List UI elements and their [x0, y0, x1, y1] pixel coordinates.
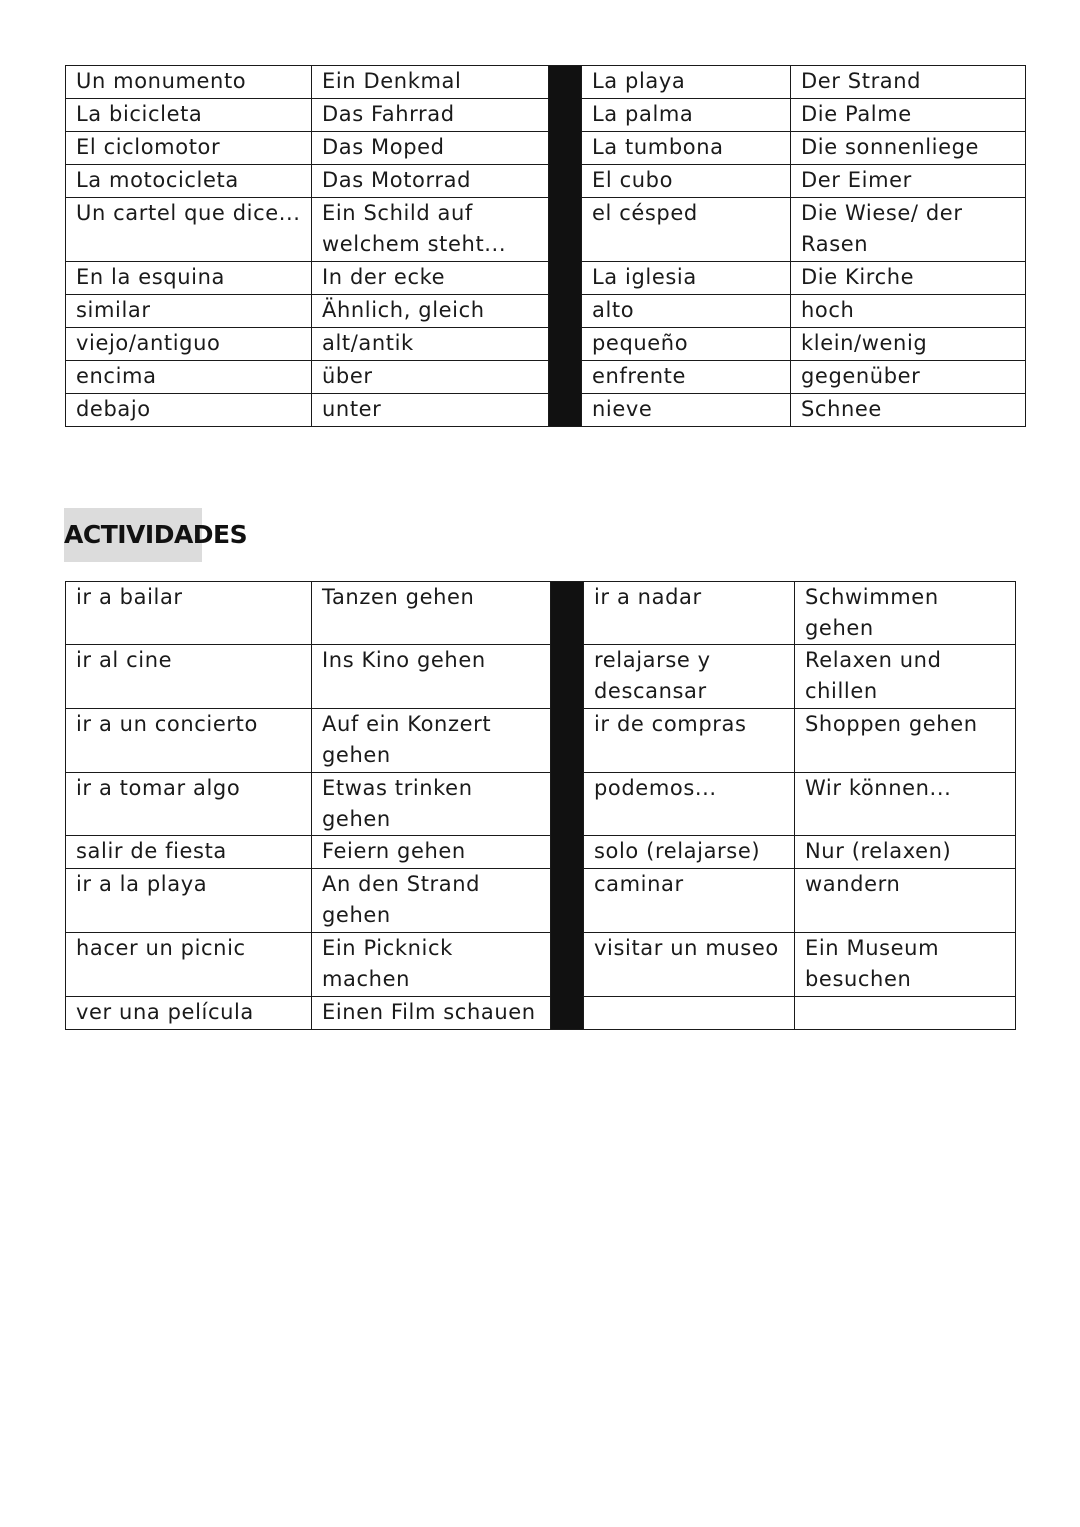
table-row — [66, 198, 1026, 262]
cell-german: klein/wenig — [791, 328, 1026, 361]
cell-spanish: La bicicleta — [66, 99, 312, 132]
cell-spanish: ir a bailar — [66, 582, 312, 645]
table-row — [66, 997, 1016, 1030]
cell-spanish: salir de fiesta — [66, 836, 312, 869]
column-separator — [551, 582, 584, 1030]
cell-german: Ins Kino gehen — [312, 645, 551, 709]
cell-spanish: La palma — [582, 99, 791, 132]
table-row — [66, 328, 1026, 361]
cell-spanish: enfrente — [582, 361, 791, 394]
cell-german: Shoppen gehen — [795, 709, 1016, 773]
cell-spanish: pequeño — [582, 328, 791, 361]
cell-spanish: ir de compras — [584, 709, 795, 773]
cell-german: über — [312, 361, 549, 394]
cell-spanish: visitar un museo — [584, 933, 795, 997]
section-title: ACTIVIDADES — [64, 508, 202, 562]
cell-german: hoch — [791, 295, 1026, 328]
table-row — [66, 709, 1016, 773]
cell-german: Ein Schild auf welchem steht... — [312, 198, 549, 262]
cell-spanish: nieve — [582, 394, 791, 427]
cell-spanish: El ciclomotor — [66, 132, 312, 165]
cell-spanish: La tumbona — [582, 132, 791, 165]
cell-spanish: ver una película — [66, 997, 312, 1030]
cell-german: Auf ein Konzert gehen — [312, 709, 551, 773]
table-row — [66, 165, 1026, 198]
cell-german: Ein Museum besuchen — [795, 933, 1016, 997]
cell-german: Relaxen und chillen — [795, 645, 1016, 709]
table-row — [66, 132, 1026, 165]
cell-german: Feiern gehen — [312, 836, 551, 869]
table-row — [66, 869, 1016, 933]
table-row — [66, 933, 1016, 997]
cell-german — [795, 997, 1016, 1030]
cell-spanish: solo (relajarse) — [584, 836, 795, 869]
cell-german: Tanzen gehen — [312, 582, 551, 645]
cell-german: In der ecke — [312, 262, 549, 295]
table-row — [66, 645, 1016, 709]
cell-spanish: La playa — [582, 66, 791, 99]
table-row — [66, 262, 1026, 295]
cell-spanish: La motocicleta — [66, 165, 312, 198]
cell-spanish: Un monumento — [66, 66, 312, 99]
cell-german: Das Fahrrad — [312, 99, 549, 132]
cell-spanish: similar — [66, 295, 312, 328]
cell-german: Schnee — [791, 394, 1026, 427]
cell-spanish: ir a la playa — [66, 869, 312, 933]
cell-german: Ein Picknick machen — [312, 933, 551, 997]
cell-spanish: el césped — [582, 198, 791, 262]
cell-spanish: El cubo — [582, 165, 791, 198]
cell-german: Ein Denkmal — [312, 66, 549, 99]
cell-german: unter — [312, 394, 549, 427]
cell-spanish: hacer un picnic — [66, 933, 312, 997]
cell-german: Nur (relaxen) — [795, 836, 1016, 869]
cell-german: Der Strand — [791, 66, 1026, 99]
table-row — [66, 66, 1026, 99]
cell-spanish: debajo — [66, 394, 312, 427]
cell-german: Die Palme — [791, 99, 1026, 132]
cell-german: wandern — [795, 869, 1016, 933]
column-separator — [549, 66, 582, 427]
table-row — [66, 295, 1026, 328]
cell-spanish: ir a un concierto — [66, 709, 312, 773]
table-row — [66, 582, 1016, 645]
cell-german: Die Kirche — [791, 262, 1026, 295]
table-row — [66, 99, 1026, 132]
table-row — [66, 394, 1026, 427]
cell-german: Der Eimer — [791, 165, 1026, 198]
cell-spanish: podemos... — [584, 773, 795, 836]
table-row — [66, 773, 1016, 836]
cell-german: Wir können... — [795, 773, 1016, 836]
cell-spanish: caminar — [584, 869, 795, 933]
cell-spanish: alto — [582, 295, 791, 328]
cell-german: Ähnlich, gleich — [312, 295, 549, 328]
table-row — [66, 836, 1016, 869]
cell-spanish — [584, 997, 795, 1030]
cell-spanish: En la esquina — [66, 262, 312, 295]
cell-german: Das Motorrad — [312, 165, 549, 198]
vocab-table-activities — [65, 581, 1016, 1030]
cell-german: Einen Film schauen — [312, 997, 551, 1030]
cell-german: Das Moped — [312, 132, 549, 165]
cell-german: An den Strand gehen — [312, 869, 551, 933]
cell-german: alt/antik — [312, 328, 549, 361]
cell-spanish: viejo/antiguo — [66, 328, 312, 361]
cell-german: Schwimmen gehen — [795, 582, 1016, 645]
cell-german: Etwas trinken gehen — [312, 773, 551, 836]
cell-spanish: ir a tomar algo — [66, 773, 312, 836]
cell-german: Die sonnenliege — [791, 132, 1026, 165]
cell-spanish: encima — [66, 361, 312, 394]
cell-spanish: relajarse y descansar — [584, 645, 795, 709]
vocab-table-places — [65, 65, 1026, 427]
cell-spanish: Un cartel que dice... — [66, 198, 312, 262]
table-row — [66, 361, 1026, 394]
cell-german: gegenüber — [791, 361, 1026, 394]
cell-german: Die Wiese/ der Rasen — [791, 198, 1026, 262]
cell-spanish: ir al cine — [66, 645, 312, 709]
cell-spanish: La iglesia — [582, 262, 791, 295]
cell-spanish: ir a nadar — [584, 582, 795, 645]
